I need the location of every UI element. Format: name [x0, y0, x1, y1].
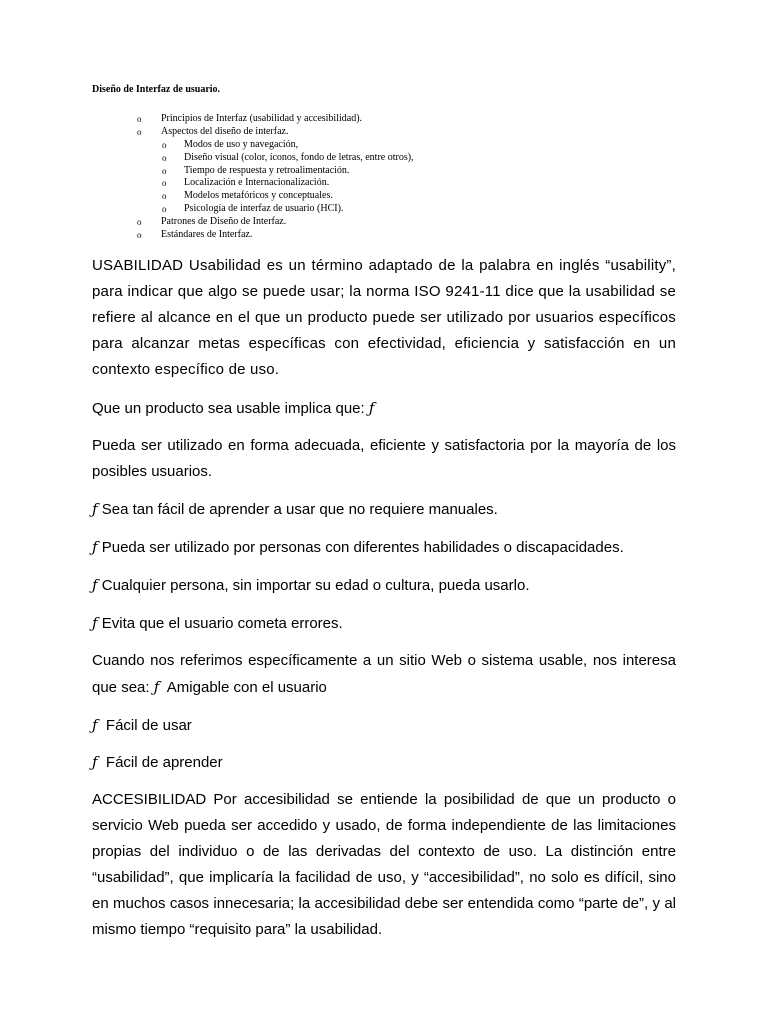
outline-item [0, 203, 768, 216]
easy-use-text: Fácil de usar [105, 717, 192, 734]
function-symbol: ƒ [92, 576, 98, 594]
document-body [92, 253, 676, 943]
outline-item [0, 165, 768, 178]
outline-item [0, 152, 768, 165]
point-abilities-text: Pueda ser utilizado por personas con diferentes habilidades o discapacidades. [101, 539, 624, 556]
function-symbol: ƒ [153, 678, 160, 696]
function-symbol: ƒ [92, 716, 98, 734]
outline-item-text: Modelos metafóricos y conceptuales. [184, 190, 333, 202]
outline-item [0, 139, 768, 152]
outline-item [0, 113, 768, 126]
point-anyone [92, 572, 676, 599]
point-errors-text: Evita que el usuario cometa errores. [101, 615, 343, 632]
point-easy-learn [92, 749, 676, 776]
point-abilities [92, 534, 676, 561]
function-symbol: ƒ [92, 614, 98, 632]
outline-bullet: o [162, 178, 167, 189]
web-friendly-text: Amigable con el usuario [166, 679, 327, 696]
outline-item [0, 229, 768, 242]
usable-implies-text: Que un producto sea usable implica que: [92, 400, 365, 417]
function-symbol: ƒ [92, 753, 98, 771]
outline-item-text: Modos de uso y navegación, [184, 138, 299, 150]
outline-item-text: Principios de Interfaz (usabilidad y accesibilidad). [161, 113, 363, 124]
outline-item-text: Localización e Internacionalización. [184, 177, 330, 189]
point-easy-use [92, 712, 676, 739]
function-symbol: ƒ [368, 399, 375, 417]
outline-item-text: Tiempo de respuesta y retroalimentación. [184, 164, 350, 176]
outline-item-text: Patrones de Diseño de Interfaz. [161, 216, 287, 228]
web-paragraph [92, 648, 676, 701]
outline-bullet: o [162, 165, 167, 176]
outline-bullet: o [162, 191, 167, 202]
outline-bullet: o [162, 152, 167, 163]
outline-bullet: o [162, 139, 167, 150]
function-symbol: ƒ [92, 538, 98, 556]
topic-outline [0, 113, 768, 242]
outline-item-text: Aspectos del diseño de interfaz. [161, 125, 289, 137]
outline-item-text: Estándares de Interfaz. [161, 229, 253, 241]
point-no-manuals-text: Sea tan fácil de aprender a usar que no requiere manuales. [101, 501, 498, 518]
point-majority: Pueda ser utilizado en forma adecuada, eficiente y satisfactoria por la mayoría de los posibles usuarios. [92, 437, 676, 480]
outline-item [0, 190, 768, 203]
outline-bullet: o [137, 230, 142, 241]
point-errors [92, 610, 676, 637]
document-title: Diseño de Interfaz de usuario. [92, 84, 221, 95]
point-no-manuals [92, 496, 676, 523]
easy-learn-text: Fácil de aprender [105, 754, 223, 771]
outline-bullet: o [137, 114, 142, 124]
outline-item-text: Psicología de interfaz de usuario (HCI). [184, 203, 344, 215]
outline-item [0, 126, 768, 139]
usable-implies-line [92, 395, 676, 422]
usability-paragraph: USABILIDAD Usabilidad es un término adaptado de la palabra en inglés “usability”, para indicar que algo se puede usar; la norma ISO 9241-11 dice que la usabilidad se refiere al alcance en el que un producto puede ser utilizado por usuarios específicos para alcanzar metas específicas con efectividad, eficiencia y satisfacción en un contexto específico de uso. [92, 257, 676, 378]
outline-bullet: o [137, 217, 142, 228]
web-intro-text: Cuando nos referimos específicamente a un sitio Web o sistema usable, nos interesa que sea: [92, 652, 676, 696]
outline-bullet: o [137, 126, 142, 137]
outline-bullet: o [162, 204, 167, 215]
function-symbol: ƒ [92, 500, 98, 518]
accessibility-paragraph: ACCESIBILIDAD Por accesibilidad se entiende la posibilidad de que un producto o servicio Web pueda ser accedido y usado, de forma independiente de las limitaciones propias del individuo o de las derivadas del contexto de uso. La distinción entre “usabilidad”, que implicaría la facilidad de uso, y “accesibilidad”, no solo es difícil, sino en muchos casos innecesaria; la accesibilidad debe ser entendida como “parte de”, y al mismo tiempo “requisito para” la usabilidad. [92, 791, 676, 938]
outline-item [0, 177, 768, 190]
outline-item-text: Diseño visual (color, íconos, fondo de letras, entre otros), [184, 151, 414, 163]
point-anyone-text: Cualquier persona, sin importar su edad o cultura, pueda usarlo. [101, 577, 530, 594]
outline-item [0, 216, 768, 229]
